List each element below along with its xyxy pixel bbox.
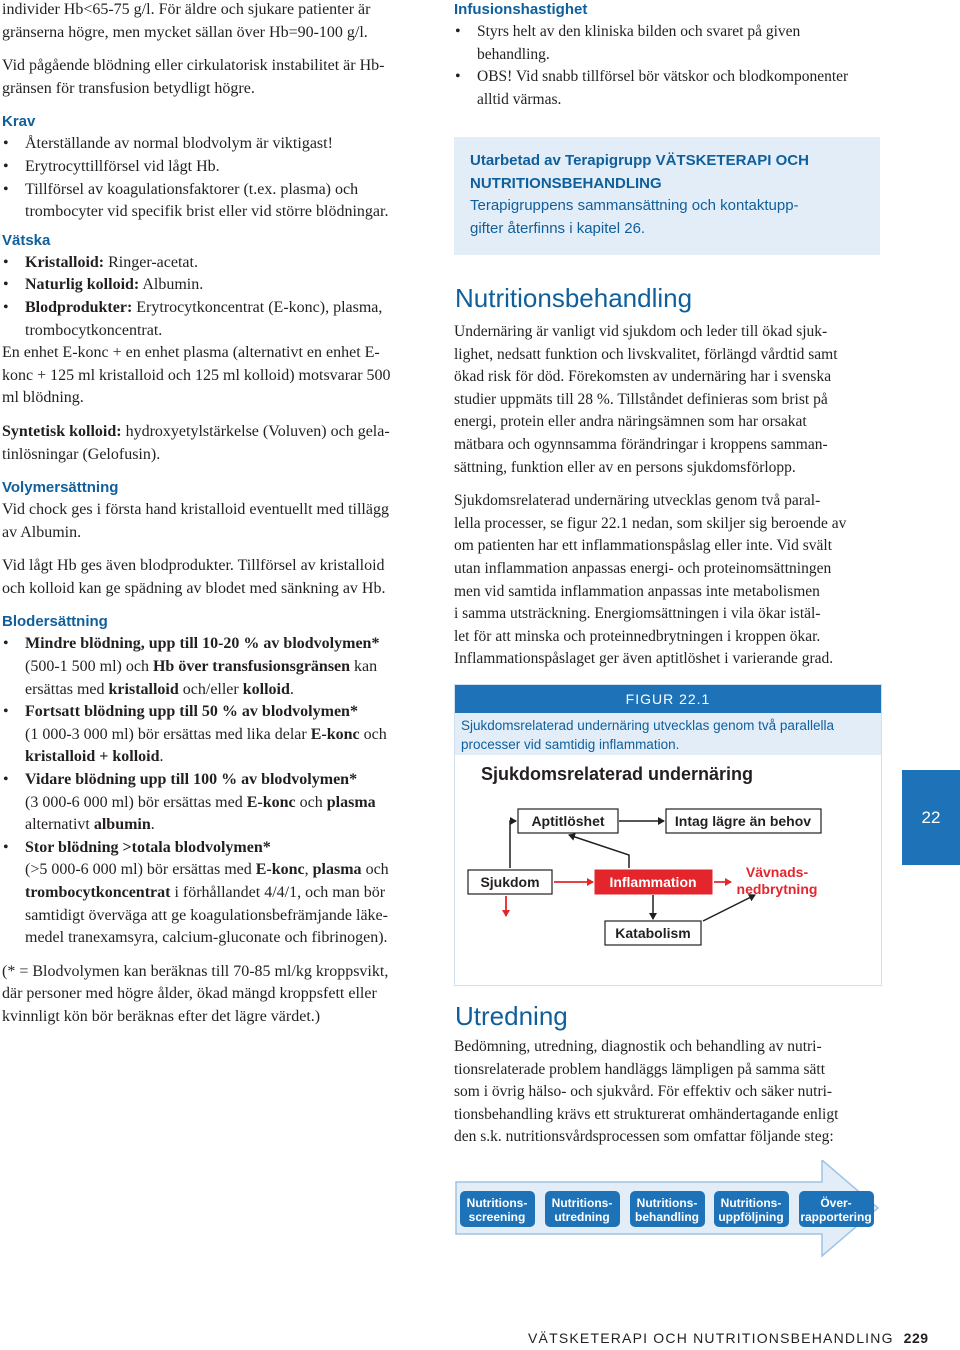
nutrition-heading: Nutritionsbehandling [455,283,693,313]
process-diagram [450,1160,882,1260]
text: medel tranexamsyra, calcium-gluconate och fibrinogen). [25,929,388,947]
label-sjukdom: Sjukdom [480,874,540,890]
nutrition-line: om patienten har ett inflammationspåslag eller inte. Vid svält [454,537,833,555]
utredning-line: tionsrelaterade problem handläggs lämpligen på samma sätt [454,1060,826,1078]
text: och [295,793,327,811]
intro-line: gränserna högre, men mycket sällan över Hb=90-100 g/l. [2,23,368,41]
utredning-line: som i övrig hälso- och sjukvård. För effektiv och säker nutri- [454,1083,833,1101]
text: , [304,861,313,879]
nutrition-line: mätbara och ogynnsamma förändringar i kroppens samman- [454,435,828,453]
list-item [2,701,432,769]
nutrition-line: i samma utsträckning. Energiomsättningen i vila ökar istäl- [454,605,821,623]
figure-diagram [455,755,881,985]
caption-line: Sjukdomsrelaterad undernäring utvecklas genom två parallella [461,718,834,733]
nutrition-line: energi, protein eller andra näringsämnen som har orsakat [454,413,807,431]
infobox-prefix: Utarbetad av Terapigrupp [470,152,656,169]
syntetisk-line: tinlösningar (Gelofusin). [2,445,161,463]
label-intag: Intag lägre än behov [674,813,812,829]
step-label: Nutritions- [636,1196,698,1210]
volym-line: Vid chock ges i första hand kristalloid eventuellt med tillägg [2,501,389,519]
page-number: 229 [903,1330,929,1346]
bold-text: E-konc [310,725,360,743]
volym-line: Vid lågt Hb ges även blodprodukter. Tillförsel av kristalloid [2,557,385,575]
bold-text: Hb över transfusionsgränsen [152,658,351,676]
nutrition-line: sättning, funktion eller av en persons sjukdomsförlopp. [454,458,796,476]
utredning-line: Bedömning, utredning, diagnostik och behandling av nutri- [454,1038,822,1055]
step-label: Nutritions- [466,1196,528,1210]
item-label: Naturlig kolloid: [25,276,140,294]
list-item: • Erytrocyttillförsel vid lågt Hb. [2,156,432,179]
step-label: uppföljning [718,1210,784,1224]
list-item: • Återställande av normal blodvolym är viktigast! [2,133,432,156]
bold-text: E-konc [255,861,305,879]
step-label: Över- [820,1196,852,1210]
text: (500-1 500 ml) och [25,658,153,676]
step-label: Nutritions- [720,1196,782,1210]
vid-line: gränsen för transfusion betydligt högre. [2,79,255,97]
footnote-line: (* = Blodvolymen kan beräknas till 70-85 ml/kg kroppsvikt, [2,962,389,980]
infusion-section [454,0,884,111]
vatska-para-line: konc + 125 ml kristalloid och 125 ml kolloid) motsvarar 500 [2,366,391,384]
infobox-caps: VÄTSKETERAPI OCH [655,152,809,169]
arrow-katabolism-vavnad [703,895,755,921]
text: (>5 000-6 000 ml) bör ersättas med [25,861,256,879]
step-label: screening [468,1210,526,1224]
utredning-text [454,1036,884,1149]
page-footer [528,1330,929,1346]
figure-caption [455,713,881,755]
item-text: Erytrocytkoncentrat (E-konc), plasma, trombocytkoncentrat. [25,298,383,339]
arrow-sjukdom-aptit [510,821,516,868]
nutrition-line: lella processer, se figur 22.1 nedan, som skiljer sig beroende av [454,514,847,532]
list-item [2,252,432,275]
infobox-line [470,173,870,196]
bold-text: Vidare blödning upp till 100 % av blodvolymen* [25,771,358,789]
infobox-line: Terapigruppens sammansättning och kontaktupp- [470,197,799,214]
left-text [2,0,432,1029]
intro-line: individer Hb<65-75 g/l. För äldre och sjukare patienter är [2,1,371,18]
list-item: • Styrs helt av den kliniska bilden och svaret på given behandling. [454,21,847,66]
bold-text: Stor blödning >totala blodvolymen* [25,838,271,856]
step-label: utredning [554,1210,610,1224]
utredning-line: den s.k. nutritionsvårdsprocessen som omfattar följande steg: [454,1128,834,1146]
infobox-line [470,150,870,173]
volym-line: av Albumin. [2,523,82,541]
item-label: Kristalloid: [25,253,105,271]
text: ersättas med [25,680,109,698]
nutrition-line: Inflammationspåslaget ger även aptitlöshet i varierande grad. [454,650,834,668]
item-text: Ringer-acetat. [104,253,198,271]
item-label: Blodprodukter: [25,298,133,316]
footnote-line: kvinnligt kön bör beräknas efter det lägre värdet.) [2,1007,321,1025]
text: . [289,680,294,698]
terapigrupp-box [454,137,880,255]
list-item [2,297,432,342]
arrow-inflammation-aptit [569,835,629,868]
text: samtidigt överväga att ge koagulationsbefrämjande läke- [25,906,388,924]
krav-heading: Krav [2,113,36,131]
text: och/eller [178,680,243,698]
list-item [2,769,432,837]
text: . [159,748,164,766]
bold-text: trombocytkoncentrat [25,884,171,901]
bold-text: kristalloid + kolloid [25,748,160,766]
step-label: rapportering [800,1210,872,1224]
nutrition-line: lighet, nedsatt funktion och livskvalitet, förlängd vårdtid samt [454,345,838,363]
blod-list [2,633,432,949]
vatska-para-line: ml blödning. [2,389,84,407]
caption-line: processer vid samtidig inflammation. [461,737,680,752]
syntetisk-line [2,421,432,444]
bold-text: Mindre blödning, upp till 10-20 % av blodvolymen* [25,635,380,653]
vatska-list [2,252,432,342]
text: . [150,816,155,834]
nutrition-line: Undernäring är vanligt vid sjukdom och leder till ökad sjuk- [454,323,828,340]
krav-list [2,133,432,223]
nutrition-line: ökad risk för död. Förekomsten av undernäring har i svenska [454,368,832,386]
utredning-line: tionsbehandling krävs ett strukturerat omhändertagande enligt [454,1105,839,1123]
nutrition-text [454,321,884,671]
infusion-list [454,21,884,111]
bold-text: Fortsatt blödning upp till 50 % av blodvolymen* [25,703,358,721]
bold-text: kristalloid [108,680,179,698]
bold-text: plasma [326,793,376,811]
list-item: • Tillförsel av koagulationsfaktorer (t.ex. plasma) och trombocyter vid specifik brist eller vid större blödningar. [2,179,432,224]
text: och [359,725,387,743]
step-label: behandling [635,1210,699,1224]
label-vavnad-2: nedbrytning [736,881,818,897]
infusion-heading: Infusionshastighet [454,1,588,18]
chapter-tab: 22 [902,770,960,865]
step-label: Nutritions- [551,1196,613,1210]
syntetisk-text: hydroxyetylstärkelse (Voluven) och gela- [121,422,390,440]
list-item [2,633,432,701]
footer-title: VÄTSKETERAPI OCH NUTRITIONSBEHANDLING [528,1330,894,1346]
volym-heading: Volymersättning [2,479,119,497]
syntetisk-label: Syntetisk kolloid: [2,422,122,440]
text: (3 000-6 000 ml) bör ersättas med [25,793,247,811]
label-aptitloshet: Aptitlöshet [531,813,605,829]
blod-heading: Blodersättning [2,613,108,631]
bold-text: albumin [93,816,151,834]
text: i förhållandet 4/4/1, och man bör [170,884,386,901]
list-item: • OBS! Vid snabb tillförsel bör vätskor och blodkomponenter alltid värmas. [454,66,877,111]
nutrition-line: studier uppmäts till 28 %. Tillståndet definieras som brist på [454,390,828,408]
label-vavnad-1: Vävnads- [745,864,809,880]
figure-label: FIGUR 22.1 [455,685,881,713]
text: och [361,861,389,879]
nutrition-line: Sjukdomsrelaterad undernäring utvecklas genom två paral- [454,492,821,510]
nutrition-line: utan inflammation anpassas energi- och proteinomsättningen [454,559,832,577]
text: (1 000-3 000 ml) bör ersättas med lika delar [25,725,311,743]
volym-line: och kolloid kan ge spädning av blodet med sänkning av Hb. [2,579,386,597]
footnote-line: där personer med högre ålder, ökad mängd kroppsfett eller [2,985,377,1003]
utredning-heading: Utredning [455,1001,568,1031]
label-katabolism: Katabolism [615,925,691,941]
vatska-heading: Vätska [2,231,51,249]
bold-text: kolloid [242,680,290,698]
list-item [2,274,432,297]
item-text: Albumin. [139,276,204,294]
nutrition-line: men vid samtida inflammation anpassas inte metabolismen [454,582,820,600]
text: kan [350,658,378,676]
diagram-title: Sjukdomsrelaterad undernäring [480,764,754,784]
list-item [2,837,432,950]
label-inflammation: Inflammation [609,874,697,890]
vatska-para-line: En enhet E-konc + en enhet plasma (alternativt en enhet E- [2,344,380,362]
nutrition-line: let för att minska och proteinnedbrytningen i kroppen ökar. [454,627,821,645]
bold-text: E-konc [246,793,296,811]
infobox-line: gifter återfinns i kapitel 26. [470,219,646,237]
infobox-caps: NUTRITIONSBEHANDLING [470,174,662,192]
figure-22-1 [454,684,882,986]
vid-line: Vid pågående blödning eller cirkulatorisk instabilitet är Hb- [2,57,385,75]
text: alternativt [25,816,94,834]
bold-text: plasma [312,861,362,879]
